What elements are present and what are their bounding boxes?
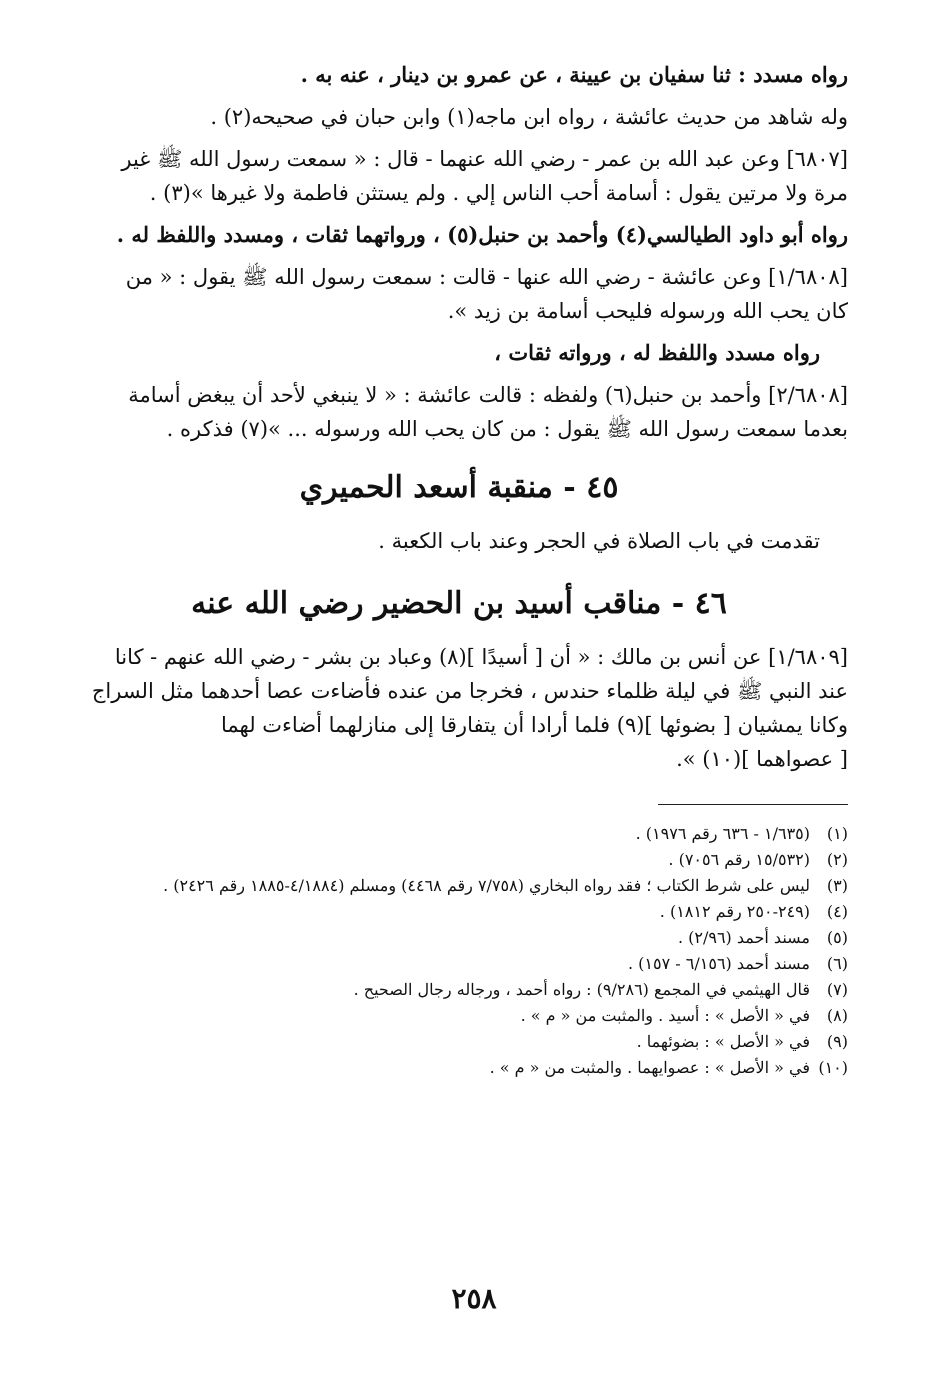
footnote-text: (١٥/٥٣٢ رقم ٧٠٥٦) . [668, 850, 810, 869]
hadith-6809-line2: عند النبي ﷺ في ليلة ظلماء حندس ، فخرجا من عنده فأضاءت عصا أحدهما مثل السراج [91, 679, 848, 703]
footnote-number: (٩) [826, 1032, 848, 1051]
footnote-number: (٢) [826, 850, 848, 869]
paragraph-shahid: وله شاهد من حديث عائشة ، رواه ابن ماجه(١) وابن حبان في صحيحه(٢) . [210, 105, 848, 129]
footnote-text: (٢٤٩-٢٥٠ رقم ١٨١٢) . [659, 902, 810, 921]
footnote-number: (٥) [826, 928, 848, 947]
footnote-item [70, 951, 848, 977]
footnote-item [70, 1003, 848, 1029]
paragraph-musaddad-lafz: رواه مسدد واللفظ له ، ورواته ثقات ، [494, 340, 820, 365]
hadith-6808-2-line1: [٢/٦٨٠٨] وأحمد بن حنبل(٦) ولفظه : قالت عائشة : « لا ينبغي لأحد أن يبغض أسامة [128, 383, 848, 407]
paragraph-musaddad: رواه مسدد : ثنا سفيان بن عيينة ، عن عمرو بن دينار ، عنه به . [300, 62, 848, 87]
footnote-number: (١) [826, 824, 848, 843]
footnote-item [70, 847, 848, 873]
footnote-item [70, 1029, 848, 1055]
footnote-number: (١٠) [818, 1058, 848, 1077]
footnote-text: (١/٦٣٥ - ٦٣٦ رقم ١٩٧٦) . [635, 824, 810, 843]
footnote-number: (٨) [826, 1006, 848, 1025]
footnote-number: (٧) [826, 980, 848, 999]
hadith-6808-1-line2: كان يحب الله ورسوله فليحب أسامة بن زيد ». [447, 299, 848, 323]
hadith-6808-1-line1: [١/٦٨٠٨] وعن عائشة - رضي الله عنها - قالت : سمعت رسول الله ﷺ يقول : « من [125, 265, 848, 289]
footnote-text: في « الأصل » : بضوئهما . [636, 1032, 810, 1051]
footnote-item [70, 925, 848, 951]
footnote-divider [658, 804, 848, 805]
footnote-item [70, 821, 848, 847]
hadith-6809-line3: وكانا يمشيان [ بضوئها ](٩) فلما أرادا أن يتفارقا إلى منازلهما أضاءت لهما [220, 713, 848, 737]
footnote-text: ليس على شرط الكتاب ؛ فقد رواه البخاري (٧/٧٥٨ رقم ٤٤٦٨) ومسلم (٤/١٨٨٤-١٨٨٥ رقم ٢٤٢٦) . [163, 876, 810, 895]
footnote-number: (٦) [826, 954, 848, 973]
hadith-6808-2-line2: بعدما سمعت رسول الله ﷺ يقول : من كان يحب الله ورسوله ... »(٧) فذكره . [166, 417, 848, 441]
footnote-number: (٣) [826, 876, 848, 895]
section-heading-46: ٤٦ - مناقب أسيد بن الحضير رضي الله عنه [191, 586, 727, 621]
paragraph-taqaddamat: تقدمت في باب الصلاة في الحجر وعند باب الكعبة . [378, 529, 820, 553]
section-heading-45: ٤٥ - منقبة أسعد الحميري [299, 470, 619, 505]
hadith-6809-line4: [ عصواهما ](١٠) ». [676, 747, 848, 771]
footnote-text: مسند أحمد (٦/١٥٦ - ١٥٧) . [627, 954, 810, 973]
footnote-text: قال الهيثمي في المجمع (٩/٢٨٦) : رواه أحمد ، ورجاله رجال الصحيح . [353, 980, 810, 999]
hadith-6809-line1: [١/٦٨٠٩] عن أنس بن مالك : « أن [ أسيدًا ](٨) وعباد بن بشر - رضي الله عنهم - كانا [114, 645, 848, 669]
footnote-number: (٤) [826, 902, 848, 921]
hadith-6807-line2: مرة ولا مرتين يقول : أسامة أحب الناس إلي . ولم يستثن فاطمة ولا غيرها »(٣) . [149, 181, 848, 205]
footnote-item [70, 977, 848, 1003]
hadith-6807-line1: [٦٨٠٧] وعن عبد الله بن عمر - رضي الله عنهما - قال : « سمعت رسول الله ﷺ غير [121, 147, 848, 171]
footnote-item [70, 1055, 848, 1081]
paragraph-riwayat: رواه أبو داود الطيالسي(٤) وأحمد بن حنبل(٥) ، ورواتهما ثقات ، ومسدد واللفظ له . [116, 222, 848, 247]
page-body [70, 58, 848, 1081]
footnote-text: في « الأصل » : عصوايهما . والمثبت من « م » . [489, 1058, 810, 1077]
page-number: ٢٥٨ [451, 1282, 497, 1315]
footnote-text: في « الأصل » : أسيد . والمثبت من « م » . [520, 1006, 810, 1025]
footnote-text: مسند أحمد (٢/٩٦) . [677, 928, 810, 947]
footnote-item [70, 873, 848, 899]
footnote-item [70, 899, 848, 925]
footnotes-list [70, 821, 848, 1081]
